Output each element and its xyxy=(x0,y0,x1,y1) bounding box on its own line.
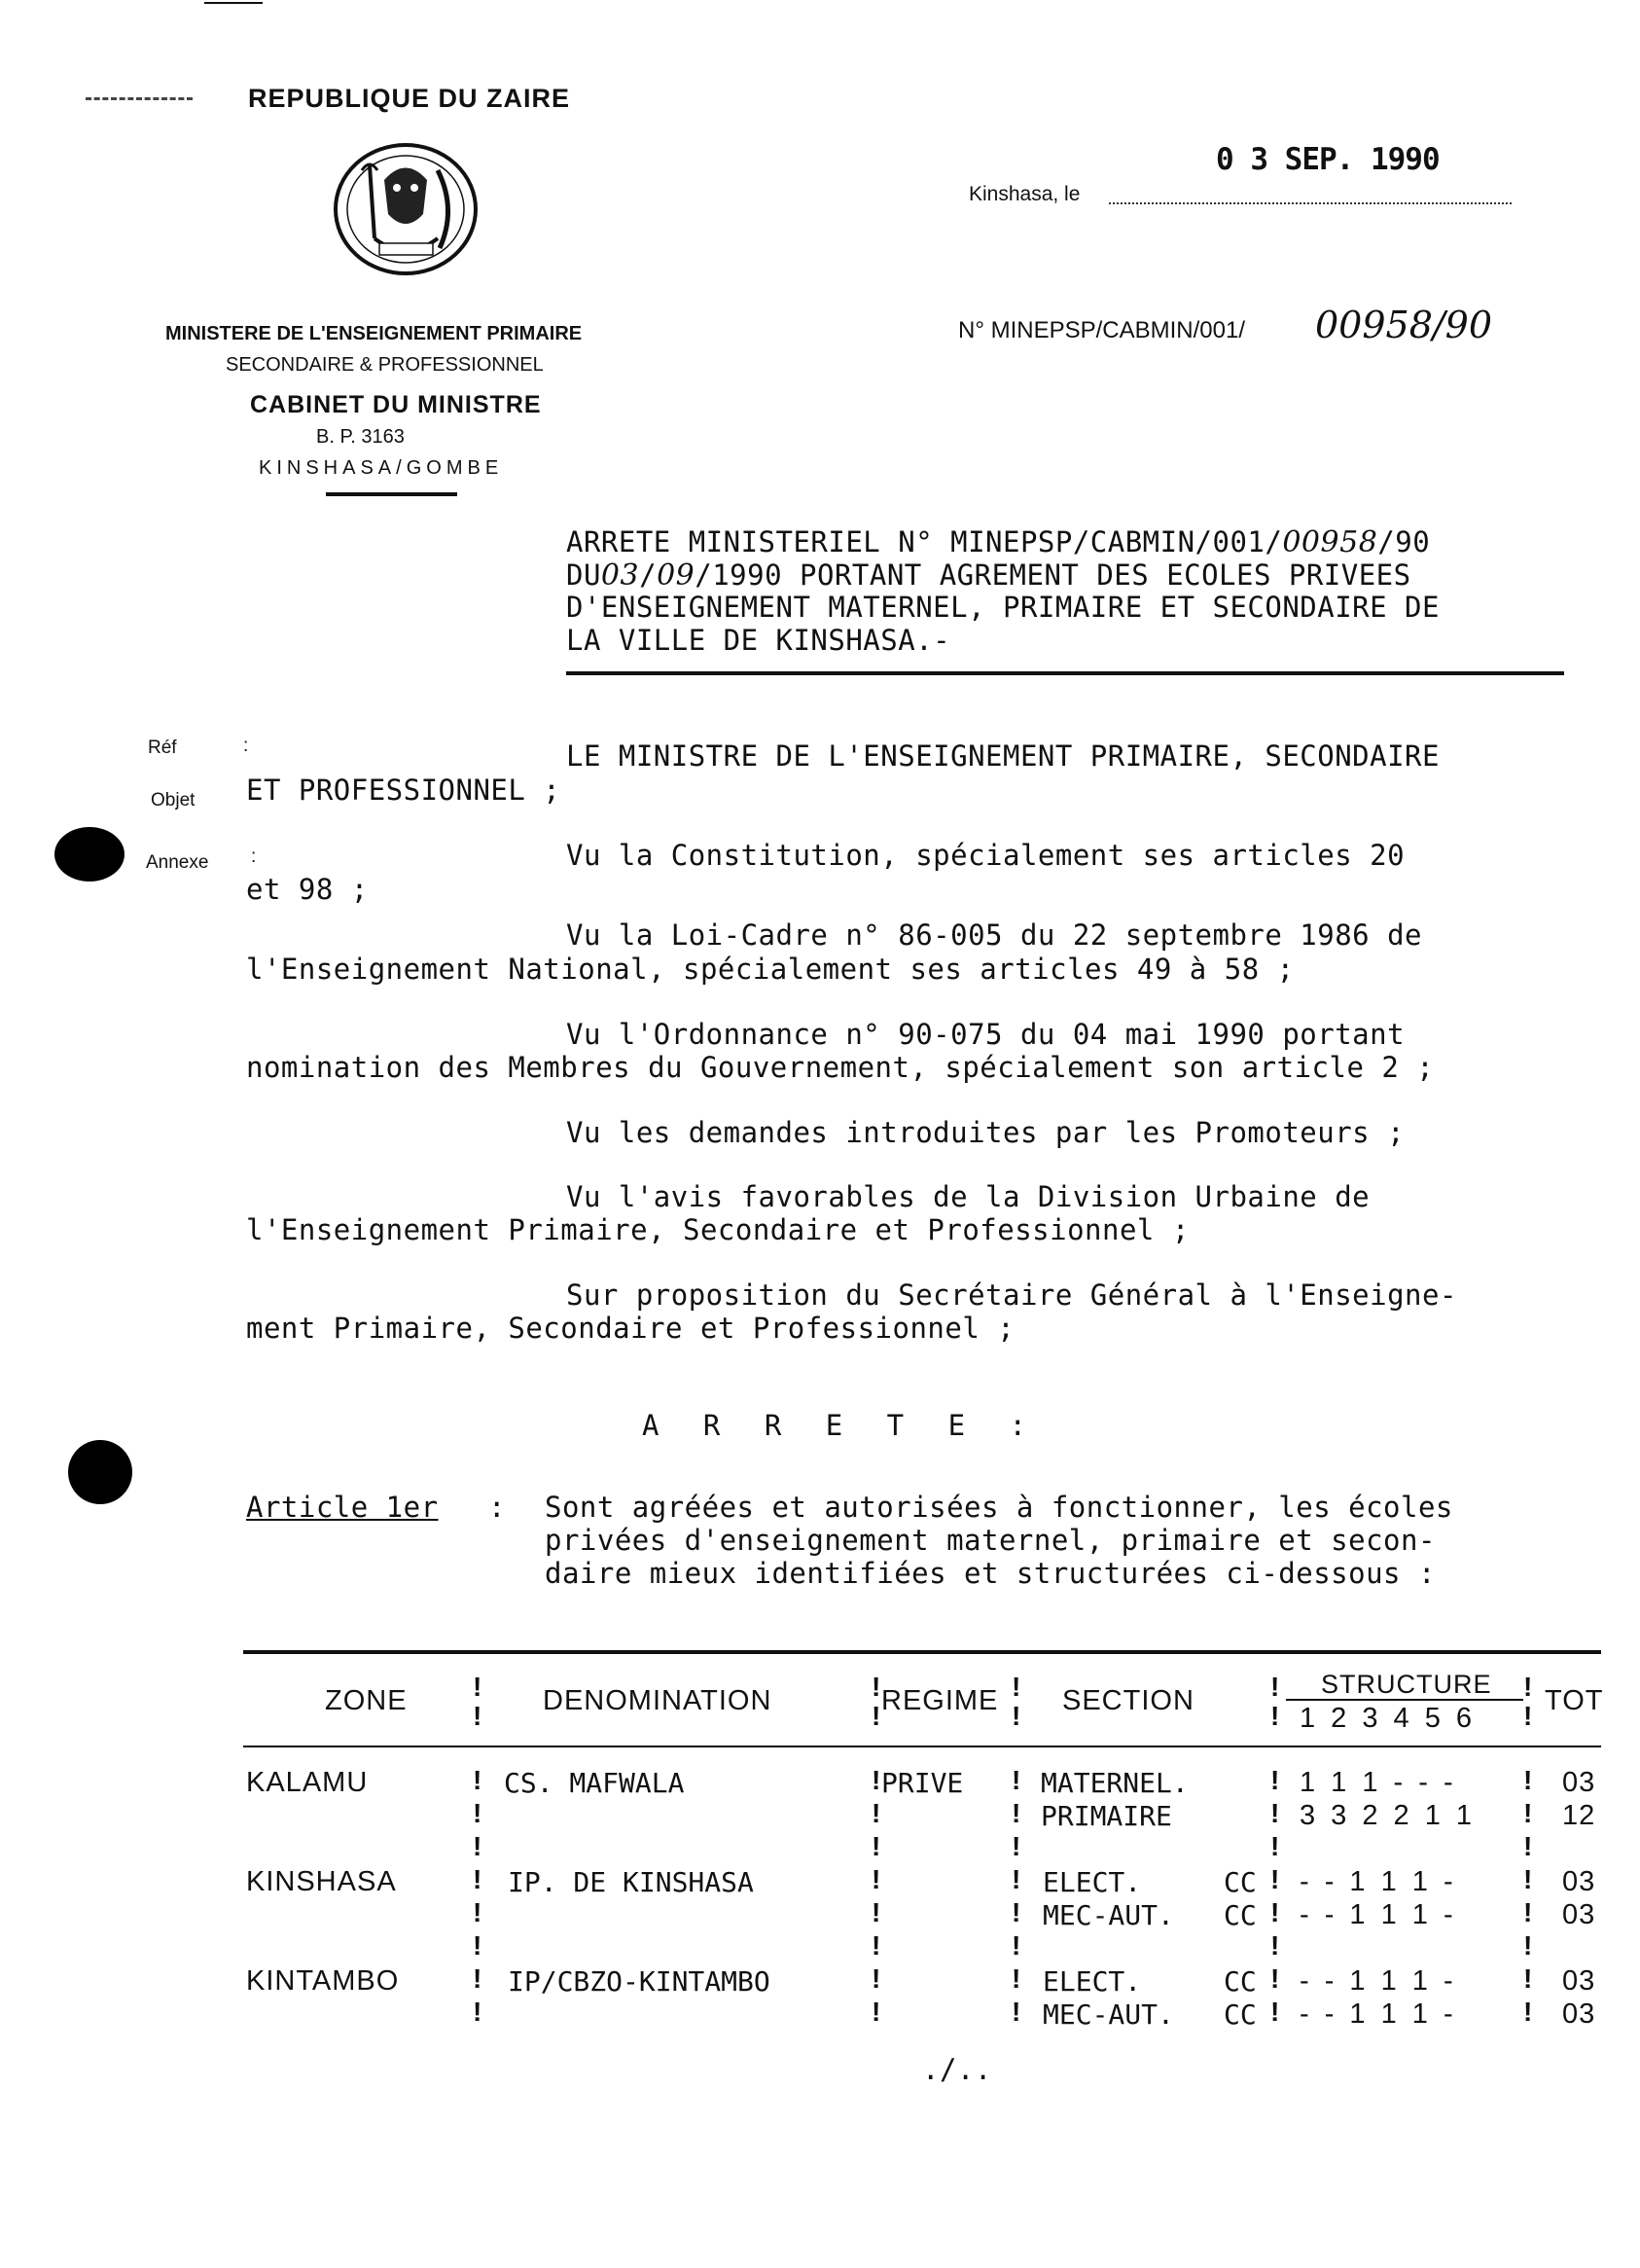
separator: ! xyxy=(1012,1831,1021,1861)
preamble-6-first: Sur proposition du Secrétaire Général à l'Enseigne- xyxy=(566,1278,1457,1312)
margin-colon-annexe: : xyxy=(251,846,257,867)
row-cc: CC xyxy=(1224,1899,1257,1931)
row-total: 03 xyxy=(1562,1899,1596,1930)
structure-header-rule xyxy=(1286,1699,1523,1701)
row-total: 12 xyxy=(1562,1800,1596,1831)
city-address: KINSHASA/GOMBE xyxy=(259,457,504,479)
header-structure-columns: 1 2 3 4 5 6 xyxy=(1300,1703,1477,1734)
coat-of-arms-emblem xyxy=(331,141,481,277)
row-structure: - - 1 1 1 - xyxy=(1300,1899,1457,1930)
row-section: ELECT. xyxy=(1043,1866,1142,1898)
article-1-label: Article 1er xyxy=(246,1491,439,1524)
arrete-heading: A R R E T E : xyxy=(642,1409,1040,1442)
scan-edge-mark xyxy=(204,2,263,4)
margin-label-objet: Objet xyxy=(151,790,196,810)
preamble-0-rest: ET PROFESSIONNEL ; xyxy=(246,774,561,807)
title-underline xyxy=(566,671,1564,675)
margin-label-annexe: Annexe xyxy=(146,852,209,873)
title-line-1-suffix: /90 xyxy=(1377,525,1431,558)
row-zone: KINSHASA xyxy=(246,1866,397,1897)
separator: ! xyxy=(1270,1963,1280,1994)
republic-title: REPUBLIQUE DU ZAIRE xyxy=(248,84,571,113)
separator: ! xyxy=(1523,1997,1533,2027)
separator: ! xyxy=(872,1963,881,1994)
separator: ! xyxy=(1270,1864,1280,1894)
title-line-2-prefix: DU xyxy=(566,558,601,592)
article-1-line-2: privées d'enseignement maternel, primaire et secon- xyxy=(545,1524,1436,1557)
row-structure: - - 1 1 1 - xyxy=(1300,1998,1457,2030)
row-cc: CC xyxy=(1224,1965,1257,1998)
scan-mark xyxy=(86,97,193,106)
separator: ! xyxy=(473,1701,482,1731)
title-line-4: LA VILLE DE KINSHASA.- xyxy=(566,624,951,657)
separator: ! xyxy=(1523,1798,1533,1828)
separator: ! xyxy=(872,1930,881,1961)
article-1-colon: : xyxy=(488,1491,506,1524)
separator: ! xyxy=(1270,1930,1280,1961)
cabinet-heading: CABINET DU MINISTRE xyxy=(250,391,542,418)
article-1-line-3: daire mieux identifiées et structurées ci-dessous : xyxy=(545,1557,1436,1590)
title-line-2 xyxy=(566,558,1411,593)
separator: ! xyxy=(1270,1798,1280,1828)
separator: ! xyxy=(1523,1831,1533,1861)
title-handwritten-number: 00958 xyxy=(1282,525,1378,559)
separator: ! xyxy=(1012,1672,1021,1702)
separator: ! xyxy=(1012,1798,1021,1828)
separator: ! xyxy=(473,1798,482,1828)
row-total: 03 xyxy=(1562,1998,1596,2030)
letterhead-underline xyxy=(326,492,457,496)
separator: ! xyxy=(473,1963,482,1994)
row-section: PRIMAIRE xyxy=(1041,1800,1172,1832)
separator: ! xyxy=(1270,1701,1280,1731)
separator: ! xyxy=(872,1864,881,1894)
preamble-3-rest: nomination des Membres du Gouvernement, spécialement son article 2 ; xyxy=(246,1051,1435,1084)
punch-hole-mark xyxy=(54,827,125,882)
header-structure: STRUCTURE xyxy=(1321,1670,1492,1699)
row-structure: 3 3 2 2 1 1 xyxy=(1300,1800,1477,1831)
row-denomination: IP. DE KINSHASA xyxy=(508,1866,754,1898)
row-zone: KINTAMBO xyxy=(246,1965,400,1997)
header-tot: TOT xyxy=(1545,1685,1604,1716)
preamble-1-first: Vu la Constitution, spécialement ses articles 20 xyxy=(566,839,1406,872)
row-total: 03 xyxy=(1562,1965,1596,1997)
row-total: 03 xyxy=(1562,1866,1596,1897)
separator: ! xyxy=(473,1997,482,2027)
dateline-label: Kinshasa, le xyxy=(969,183,1081,205)
separator: ! xyxy=(473,1897,482,1927)
separator: ! xyxy=(1270,1997,1280,2027)
row-denomination: IP/CBZO-KINTAMBO xyxy=(508,1965,770,1998)
separator: ! xyxy=(1012,1897,1021,1927)
separator: ! xyxy=(1523,1897,1533,1927)
separator: ! xyxy=(1012,1997,1021,2027)
header-zone: ZONE xyxy=(325,1685,408,1716)
title-line-2-sep: / xyxy=(639,558,658,592)
punch-hole-mark xyxy=(68,1440,132,1504)
separator: ! xyxy=(1012,1864,1021,1894)
separator: ! xyxy=(872,1701,881,1731)
separator: ! xyxy=(1012,1765,1021,1795)
dateline-dotted-line xyxy=(1109,202,1512,204)
reference-number-handwritten: 00958/90 xyxy=(1315,304,1493,346)
row-section: MEC-AUT. xyxy=(1043,1998,1174,2031)
preamble-5-first: Vu l'avis favorables de la Division Urbaine de xyxy=(566,1180,1371,1213)
separator: ! xyxy=(1012,1963,1021,1994)
separator: ! xyxy=(1270,1765,1280,1795)
separator: ! xyxy=(1523,1765,1533,1795)
separator: ! xyxy=(872,1831,881,1861)
table-top-rule xyxy=(243,1650,1601,1654)
row-section: MEC-AUT. xyxy=(1043,1899,1174,1931)
separator: ! xyxy=(1523,1864,1533,1894)
row-structure: - - 1 1 1 - xyxy=(1300,1965,1457,1997)
row-denomination: CS. MAFWALA xyxy=(504,1767,685,1799)
postal-box: B. P. 3163 xyxy=(316,426,405,448)
separator: ! xyxy=(872,1997,881,2027)
separator: ! xyxy=(1523,1930,1533,1961)
row-regime: PRIVE xyxy=(881,1767,964,1799)
separator: ! xyxy=(1270,1831,1280,1861)
separator: ! xyxy=(872,1897,881,1927)
separator: ! xyxy=(872,1765,881,1795)
separator: ! xyxy=(1012,1930,1021,1961)
separator: ! xyxy=(1523,1701,1533,1731)
row-total: 03 xyxy=(1562,1767,1596,1798)
row-structure: - - 1 1 1 - xyxy=(1300,1866,1457,1897)
continuation-mark: ./.. xyxy=(922,2053,992,2086)
separator: ! xyxy=(473,1930,482,1961)
article-1-line-1: Sont agréées et autorisées à fonctionner, les écoles xyxy=(545,1491,1453,1524)
row-zone: KALAMU xyxy=(246,1767,369,1798)
separator: ! xyxy=(473,1864,482,1894)
row-cc: CC xyxy=(1224,1998,1257,2031)
preamble-2-first: Vu la Loi-Cadre n° 86-005 du 22 septembre 1986 de xyxy=(566,918,1423,952)
separator: ! xyxy=(1270,1672,1280,1702)
title-line-3: D'ENSEIGNEMENT MATERNEL, PRIMAIRE ET SECONDAIRE DE xyxy=(566,591,1440,624)
header-section: SECTION xyxy=(1062,1685,1194,1716)
separator: ! xyxy=(473,1765,482,1795)
title-line-1-prefix: ARRETE MINISTERIEL N° MINEPSP/CABMIN/001/ xyxy=(566,525,1283,558)
margin-colon-ref: : xyxy=(243,736,249,756)
margin-label-ref: Réf xyxy=(148,738,177,758)
title-line-1 xyxy=(566,525,1430,559)
row-cc: CC xyxy=(1224,1866,1257,1898)
header-denomination: DENOMINATION xyxy=(543,1685,772,1716)
date-stamp: 0 3 SEP. 1990 xyxy=(1216,142,1440,177)
separator: ! xyxy=(872,1798,881,1828)
title-handwritten-day: 03 xyxy=(600,558,640,593)
row-section: MATERNEL. xyxy=(1041,1767,1189,1799)
separator: ! xyxy=(473,1831,482,1861)
separator: ! xyxy=(1523,1672,1533,1702)
preamble-3-first: Vu l'Ordonnance n° 90-075 du 04 mai 1990 portant xyxy=(566,1018,1406,1051)
row-section: ELECT. xyxy=(1043,1965,1142,1998)
separator: ! xyxy=(1523,1963,1533,1994)
separator: ! xyxy=(872,1672,881,1702)
ministry-name-line1: MINISTERE DE L'ENSEIGNEMENT PRIMAIRE xyxy=(165,323,583,344)
preamble-1-rest: et 98 ; xyxy=(246,873,369,906)
reference-number-label: N° MINEPSP/CABMIN/001/ xyxy=(958,317,1246,343)
row-structure: 1 1 1 - - - xyxy=(1300,1767,1457,1798)
separator: ! xyxy=(473,1672,482,1702)
header-regime: REGIME xyxy=(881,1685,999,1716)
title-handwritten-month: 09 xyxy=(657,558,695,593)
preamble-2-rest: l'Enseignement National, spécialement ses articles 49 à 58 ; xyxy=(246,953,1295,986)
separator: ! xyxy=(1012,1701,1021,1731)
separator: ! xyxy=(1270,1897,1280,1927)
preamble-4-first: Vu les demandes introduites par les Promoteurs ; xyxy=(566,1116,1406,1149)
preamble-5-rest: l'Enseignement Primaire, Secondaire et Professionnel ; xyxy=(246,1213,1190,1246)
preamble-0-first: LE MINISTRE DE L'ENSEIGNEMENT PRIMAIRE, SECONDAIRE xyxy=(566,739,1440,773)
preamble-6-rest: ment Primaire, Secondaire et Professionnel ; xyxy=(246,1312,1016,1345)
header-bottom-rule xyxy=(243,1746,1601,1747)
title-line-2-suffix: /1990 PORTANT AGREMENT DES ECOLES PRIVEES xyxy=(695,558,1411,592)
ministry-name-line2: SECONDAIRE & PROFESSIONNEL xyxy=(226,354,544,376)
